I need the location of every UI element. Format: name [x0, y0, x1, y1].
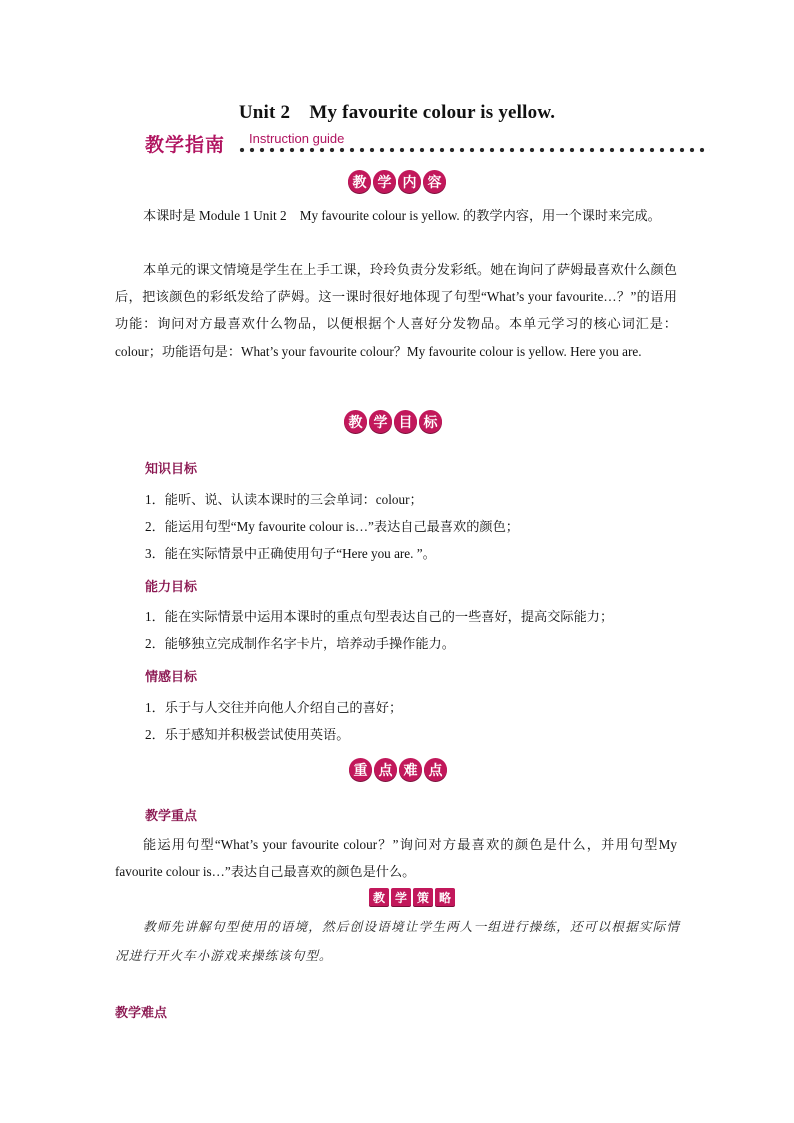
knowledge-goals-heading: 知识目标	[145, 462, 198, 477]
section-badge-strategy	[369, 888, 455, 906]
badge-char: 点	[424, 758, 447, 781]
content-paragraph-1: 本课时是 Module 1 Unit 2 My favourite colour is yellow. 的教学内容，用一个课时来完成。	[143, 208, 661, 223]
badge-char: 目	[394, 410, 417, 433]
badge-char: 策	[413, 888, 433, 906]
badge-char: 教	[344, 410, 367, 433]
badge-char: 重	[349, 758, 372, 781]
goal-item: 2．乐于感知并积极尝试使用英语。	[145, 727, 350, 742]
badge-char: 学	[391, 888, 411, 906]
badge-char: 教	[369, 888, 389, 906]
goal-item: 2．能够独立完成制作名字卡片，培养动手操作能力。	[145, 636, 455, 651]
teaching-difficulty-heading: 教学难点	[115, 1006, 168, 1021]
dotted-divider	[237, 147, 710, 153]
teaching-strategy-text: 教师先讲解句型使用的语境，然后创设语境让学生两人一组进行操练，还可以根据实际情况进行开火车小游戏来操练该句型。	[115, 919, 680, 963]
guide-title-cn: 教学指南	[145, 134, 226, 156]
badge-char: 内	[398, 170, 421, 193]
content-paragraph-2: 本单元的课文情境是学生在上手工课，玲玲负责分发彩纸。她在询问了萨姆最喜欢什么颜色后，把该颜色的彩纸发给了萨姆。这一课时很好地体现了句型“What’s your favourite…？”的语用功能：询问对方最喜欢什么物品，以便根据个人喜好分发物品。本单元学习的核心词汇是：colour；功能语句是：What’s your favourite colour？My favourite colour is yellow. Here you are.	[115, 262, 677, 359]
ability-goals-heading: 能力目标	[145, 580, 198, 595]
goal-item: 1．能在实际情景中运用本课时的重点句型表达自己的一些喜好，提高交际能力；	[145, 609, 614, 624]
goal-item: 1．乐于与人交往并向他人介绍自己的喜好；	[145, 700, 403, 715]
section-badge-keypoints	[349, 758, 447, 781]
section-badge-content	[348, 170, 446, 193]
section-badge-goals	[344, 410, 442, 433]
teaching-focus-text: 能运用句型“What’s your favourite colour？”询问对方最喜欢的颜色是什么，并用句型My favourite colour is…”表达自己最喜欢的颜色是什么。	[115, 837, 677, 880]
instruction-guide-bar	[145, 128, 710, 158]
page-title: Unit 2 My favourite colour is yellow.	[238, 102, 556, 123]
teaching-focus-heading: 教学重点	[145, 809, 198, 824]
goal-item: 2．能运用句型“My favourite colour is…”表达自己最喜欢的颜色；	[145, 519, 519, 534]
goal-item: 1．能听、说、认读本课时的三会单词：colour；	[145, 492, 423, 507]
badge-char: 容	[423, 170, 446, 193]
goal-item: 3．能在实际情景中正确使用句子“Here you are. ”。	[145, 546, 436, 561]
badge-char: 学	[369, 410, 392, 433]
badge-char: 标	[419, 410, 442, 433]
badge-char: 难	[399, 758, 422, 781]
badge-char: 略	[435, 888, 455, 906]
badge-char: 学	[373, 170, 396, 193]
badge-char: 点	[374, 758, 397, 781]
emotion-goals-heading: 情感目标	[145, 670, 198, 685]
badge-char: 教	[348, 170, 371, 193]
guide-title-en: Instruction guide	[249, 131, 345, 146]
